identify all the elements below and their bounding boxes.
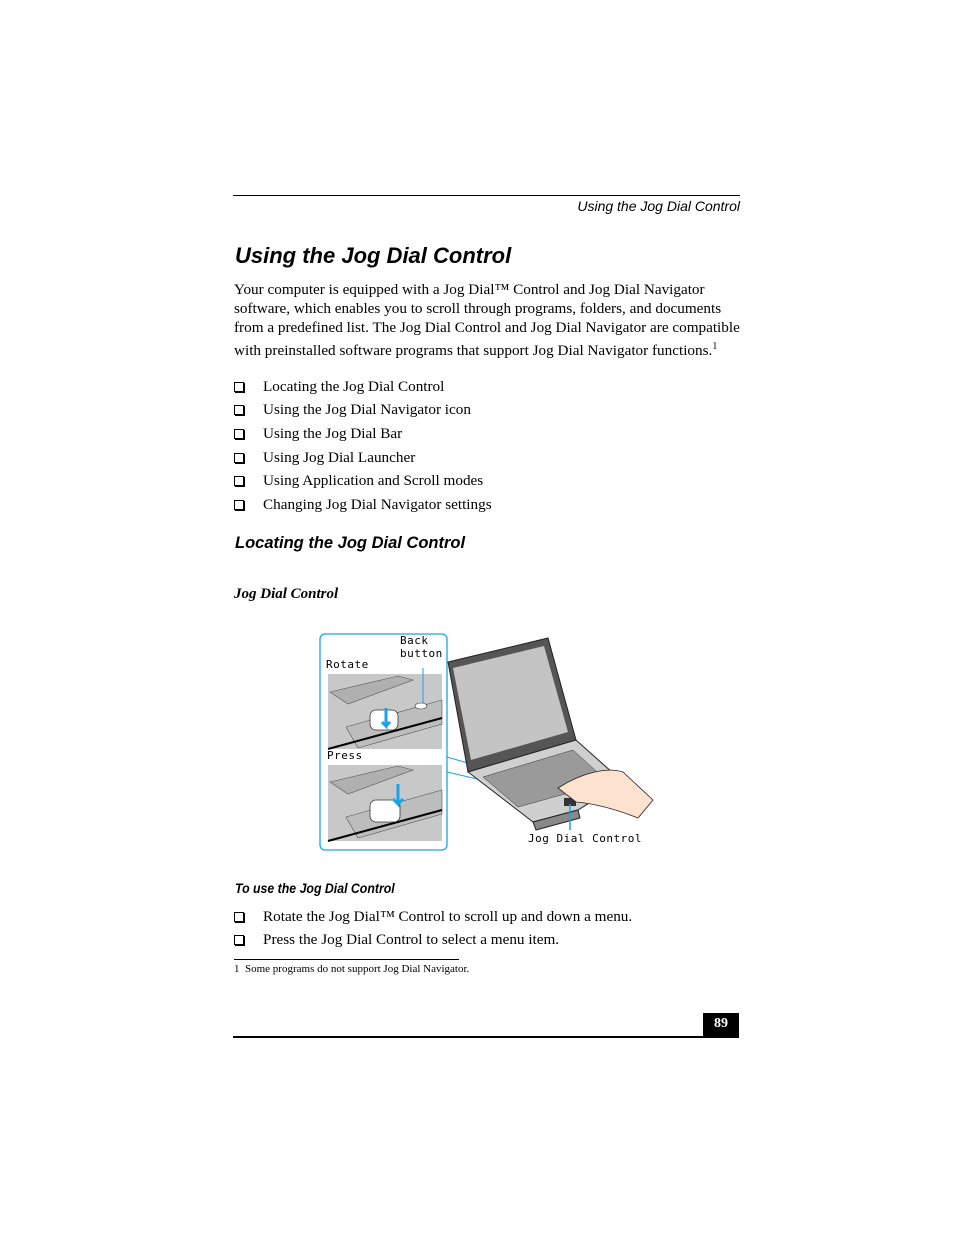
jog-dial-figure xyxy=(318,632,658,854)
list-item xyxy=(234,399,492,423)
checkbox-bullet-icon xyxy=(234,476,244,486)
checkbox-bullet-icon xyxy=(234,500,244,510)
label-line: Back xyxy=(400,634,429,647)
checkbox-bullet-icon xyxy=(234,912,244,922)
topic-link[interactable]: Using Application and Scroll modes xyxy=(263,472,484,490)
footer-rule xyxy=(233,1036,739,1038)
rotate-label: Rotate xyxy=(326,658,369,671)
list-item xyxy=(234,905,632,929)
topic-link[interactable]: Using the Jog Dial Navigator icon xyxy=(263,401,471,419)
topic-link[interactable]: Using Jog Dial Launcher xyxy=(263,448,416,466)
figure-caption: Jog Dial Control xyxy=(234,586,339,602)
page-number: 89 xyxy=(703,1013,739,1037)
list-item xyxy=(234,929,632,953)
step-text: Rotate the Jog Dial™ Control to scroll up and down a menu. xyxy=(263,907,633,925)
list-item xyxy=(234,446,492,470)
checkbox-bullet-icon xyxy=(234,453,244,463)
step-text: Press the Jog Dial Control to select a menu item. xyxy=(263,931,560,949)
section-title: Locating the Jog Dial Control xyxy=(235,534,466,552)
running-header: Using the Jog Dial Control xyxy=(577,198,740,214)
procedure-title: To use the Jog Dial Control xyxy=(235,880,395,896)
list-item xyxy=(234,493,492,517)
intro-text: Your computer is equipped with a Jog Dial™ Control and Jog Dial Navigator software, which enables you to scroll through programs, folders, and documents from a predefined list. The Jog Dial Control and Jog Dial Navigator are compatible with preinstalled software programs that support Jog Dial Navigator functions. xyxy=(234,281,740,360)
intro-paragraph xyxy=(234,280,744,360)
label-line: button xyxy=(400,647,443,660)
back-button-label xyxy=(400,634,443,660)
topic-list xyxy=(234,375,492,517)
list-item xyxy=(234,375,492,399)
checkbox-bullet-icon xyxy=(234,405,244,415)
topic-link[interactable]: Changing Jog Dial Navigator settings xyxy=(263,495,492,513)
checkbox-bullet-icon xyxy=(234,382,244,392)
press-label: Press xyxy=(327,749,363,762)
checkbox-bullet-icon xyxy=(234,935,244,945)
topic-link[interactable]: Using the Jog Dial Bar xyxy=(263,424,403,442)
footnote-rule xyxy=(234,959,459,960)
header-rule xyxy=(233,195,740,196)
footnote-ref: 1 xyxy=(712,341,718,352)
footnote-text: Some programs do not support Jog Dial Navigator. xyxy=(245,963,470,975)
footnote xyxy=(234,963,469,975)
checkbox-bullet-icon xyxy=(234,429,244,439)
jog-dial-label: Jog Dial Control xyxy=(528,832,642,845)
laptop-illustration xyxy=(318,632,658,854)
list-item xyxy=(234,469,492,493)
step-list xyxy=(234,905,632,952)
list-item xyxy=(234,422,492,446)
topic-link[interactable]: Locating the Jog Dial Control xyxy=(263,377,445,395)
page-title: Using the Jog Dial Control xyxy=(235,243,512,268)
footnote-number: 1 xyxy=(234,963,240,975)
